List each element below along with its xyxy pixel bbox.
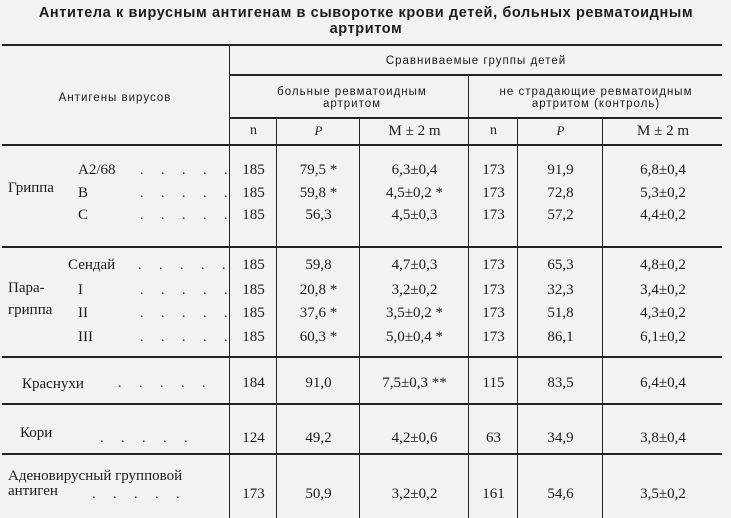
leader-dots: . . . . . xyxy=(138,258,233,273)
table-cell-p2: 72,8 xyxy=(547,185,574,201)
table-cell-p1: 50,9 xyxy=(305,486,332,502)
table-cell-p2: 91,9 xyxy=(547,162,574,178)
table-cell-p1: 37,6 * xyxy=(299,305,338,321)
table-cell-p2: 65,3 xyxy=(547,257,574,273)
table-cell-n1: 185 xyxy=(242,282,265,298)
table-cell-m1: 4,5±0,2 * xyxy=(386,185,443,201)
table-cell-p2: 34,9 xyxy=(547,430,574,446)
row-subtype-label: III xyxy=(78,329,93,345)
leader-dots: . . . . . xyxy=(140,283,235,298)
table-cell-n2: 63 xyxy=(486,430,501,446)
header-antigens: Антигены вирусов xyxy=(58,92,172,104)
leader-dots: . . . . . xyxy=(140,163,235,178)
table-cell-m2: 4,8±0,2 xyxy=(640,257,686,273)
rule-gripp xyxy=(2,246,722,248)
table-cell-n2: 173 xyxy=(482,305,505,321)
table-cell-n1: 185 xyxy=(242,305,265,321)
leader-dots: . . . . . xyxy=(118,376,213,391)
table-cell-p2: 83,5 xyxy=(547,375,574,391)
header-group-ra: больные ревматоидным артритом xyxy=(277,86,427,110)
header-m2: М ± 2 m xyxy=(637,123,689,139)
table-cell-n1: 185 xyxy=(242,207,265,223)
table-cell-m2: 6,4±0,4 xyxy=(640,375,686,391)
table-cell-m2: 3,5±0,2 xyxy=(640,486,686,502)
table-cell-m1: 5,0±0,4 * xyxy=(386,329,443,345)
table-cell-p1: 59,8 xyxy=(305,257,332,273)
table-cell-m1: 3,2±0,2 xyxy=(391,486,438,502)
table-cell-n2: 173 xyxy=(482,207,505,223)
table-cell-m2: 5,3±0,2 xyxy=(640,185,686,201)
row-subtype-label: С xyxy=(78,207,89,223)
header-m1: М ± 2 m xyxy=(388,123,441,139)
table-cell-n2: 173 xyxy=(482,162,505,178)
table-cell-p2: 32,3 xyxy=(547,282,574,298)
table-cell-p1: 56,3 xyxy=(305,207,332,223)
rule-top xyxy=(2,44,722,46)
leader-dots: . . . . . xyxy=(100,431,195,446)
table-cell-p2: 57,2 xyxy=(547,207,574,223)
table-cell-m1: 4,7±0,3 xyxy=(391,257,438,273)
table-cell-p1: 49,2 xyxy=(305,430,332,446)
table-cell-p1: 79,5 * xyxy=(299,162,338,178)
table-cell-m2: 3,4±0,2 xyxy=(640,282,686,298)
header-p1: P xyxy=(314,123,323,138)
table-cell-n2: 161 xyxy=(482,486,505,502)
row-subtype-label: А2/68 xyxy=(78,162,116,178)
table-cell-p1: 59,8 * xyxy=(299,185,338,201)
group-label-paragripp: Пара- xyxy=(8,280,45,296)
table-cell-n1: 185 xyxy=(242,257,265,273)
header-group-control: не страдающие ревматоидным артритом (контроль) xyxy=(499,86,693,110)
table-cell-m1: 3,5±0,2 * xyxy=(386,305,443,321)
table-cell-n1: 185 xyxy=(242,329,265,345)
leader-dots: . . . . . xyxy=(140,186,235,201)
table-cell-n2: 115 xyxy=(482,375,505,391)
row-subtype-label: I xyxy=(78,282,83,298)
table-cell-p1: 91,0 xyxy=(305,375,332,391)
header-p2: P xyxy=(556,123,565,138)
table-cell-p2: 51,8 xyxy=(547,305,574,321)
rule-header-bottom xyxy=(2,144,722,146)
table-cell-m1: 7,5±0,3 ** xyxy=(382,375,447,391)
group-label-paragripp: гриппа xyxy=(8,302,53,318)
table-cell-m2: 4,3±0,2 xyxy=(640,305,686,321)
leader-dots: . . . . . xyxy=(140,208,235,223)
rule-krasnukha xyxy=(2,403,722,405)
leader-dots: . . . . . xyxy=(140,306,235,321)
leader-dots: . . . . . xyxy=(92,487,187,502)
group-label-gripp: Гриппа xyxy=(8,180,54,196)
group-label-kori: Кори xyxy=(20,425,53,441)
rule-kori xyxy=(2,453,722,455)
row-subtype-label: В xyxy=(78,185,89,201)
table-cell-m1: 3,2±0,2 xyxy=(391,282,438,298)
rule-subheads xyxy=(229,117,722,119)
table-cell-m1: 4,5±0,3 xyxy=(391,207,438,223)
table-cell-n2: 173 xyxy=(482,257,505,273)
leader-dots: . . . . . xyxy=(140,330,235,345)
table-cell-m2: 4,4±0,2 xyxy=(640,207,686,223)
table-cell-n1: 173 xyxy=(242,486,265,502)
table-cell-n2: 173 xyxy=(482,282,505,298)
header-compared-groups: Сравниваемые группы детей xyxy=(385,55,567,67)
table-cell-n1: 185 xyxy=(242,185,265,201)
table-cell-p2: 54,6 xyxy=(547,486,574,502)
table-cell-n2: 173 xyxy=(482,329,505,345)
table-cell-m1: 4,2±0,6 xyxy=(391,430,438,446)
table-cell-m2: 6,8±0,4 xyxy=(640,162,686,178)
table-cell-p2: 86,1 xyxy=(547,329,574,345)
rule-paragripp xyxy=(2,356,722,358)
row-subtype-label: Сендай xyxy=(68,257,116,273)
table-cell-n1: 124 xyxy=(242,430,265,446)
table-cell-n1: 184 xyxy=(242,375,265,391)
group-label-adeno: антиген xyxy=(8,483,58,499)
table-cell-n2: 173 xyxy=(482,185,505,201)
table-cell-p1: 60,3 * xyxy=(299,329,338,345)
header-n1: n xyxy=(250,123,257,138)
table-cell-m2: 3,8±0,4 xyxy=(640,430,686,446)
group-label-adeno: Аденовирусный групповой xyxy=(8,468,183,484)
table-cell-m2: 6,1±0,2 xyxy=(640,329,686,345)
table-cell-m1: 6,3±0,4 xyxy=(391,162,438,178)
rule-groups xyxy=(229,74,722,76)
table-cell-p1: 20,8 * xyxy=(299,282,338,298)
row-subtype-label: II xyxy=(78,305,88,321)
group-label-krasnukha: Краснухи xyxy=(22,376,84,392)
header-n2: n xyxy=(490,123,497,138)
table-title: Антитела к вирусным антигенам в сыворотке крови детей, больных ревматоидным артритом xyxy=(38,5,694,37)
table-cell-n1: 185 xyxy=(242,162,265,178)
